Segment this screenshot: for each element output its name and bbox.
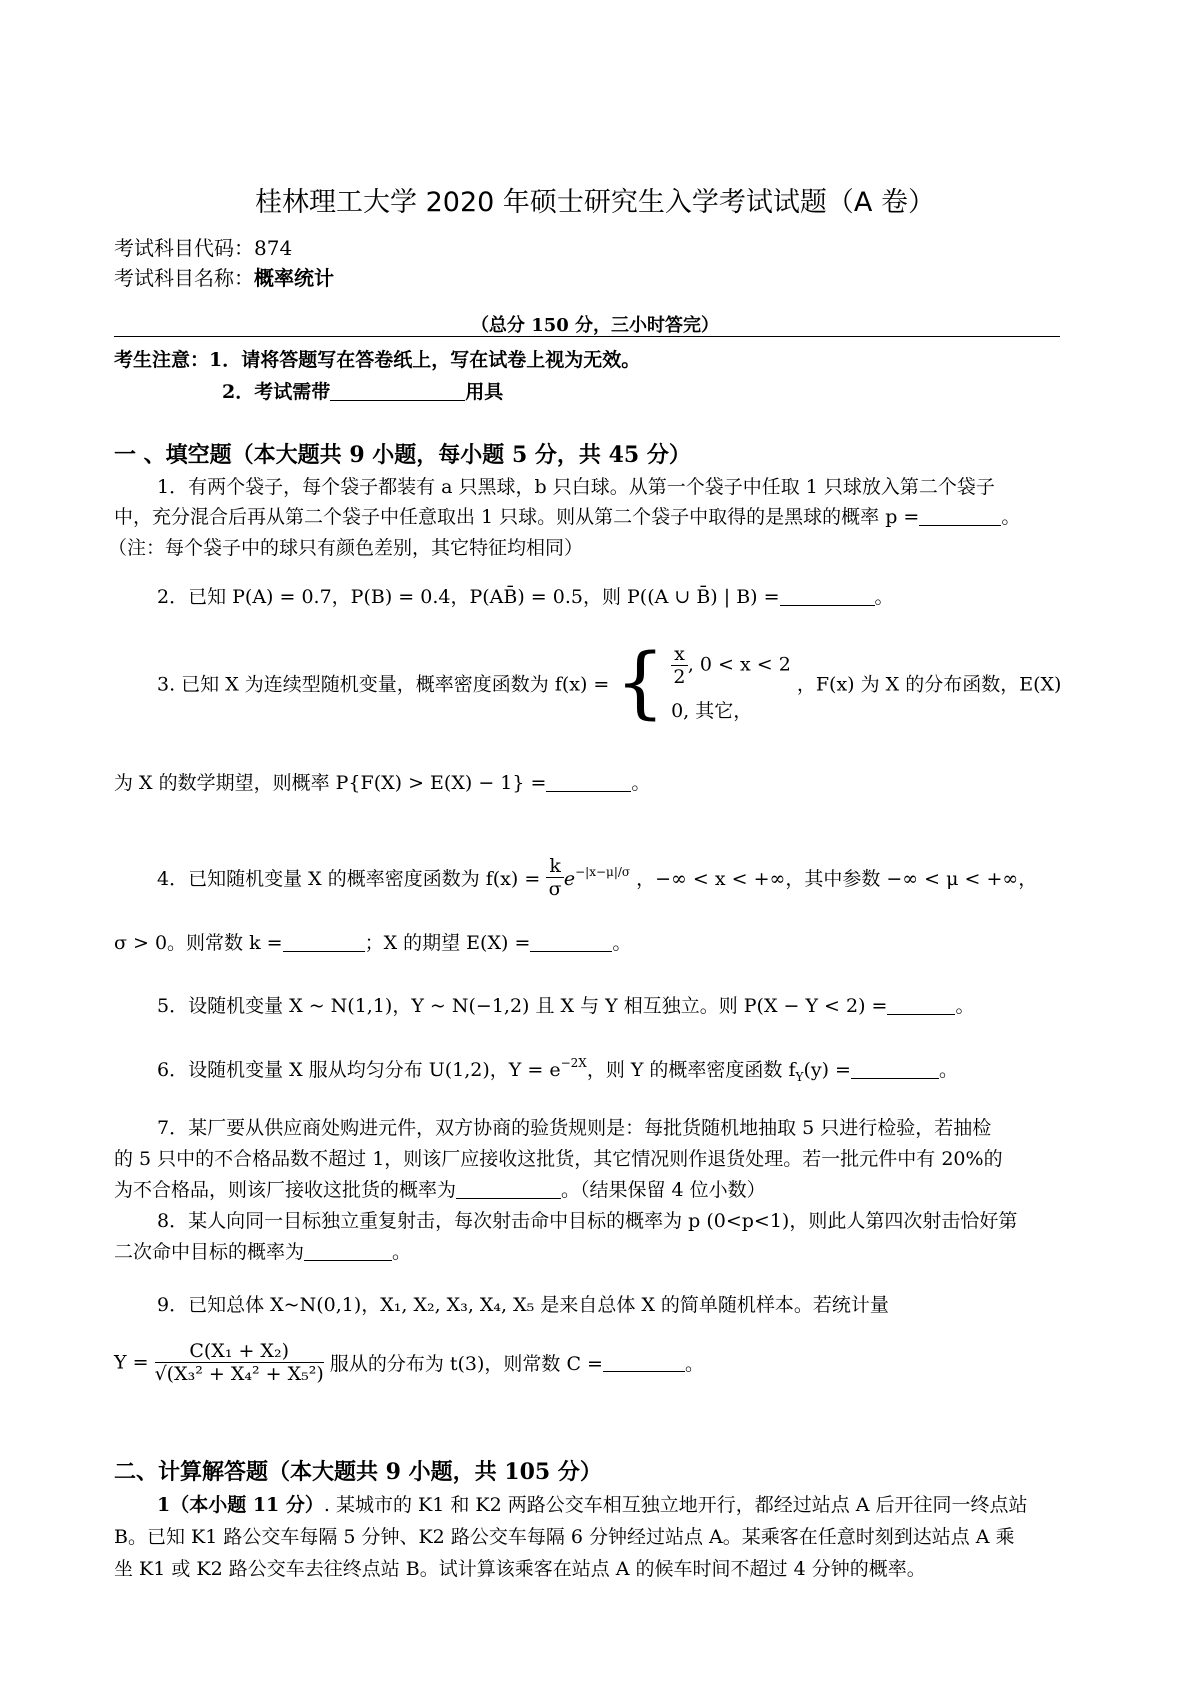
- s2-q1-line3: 坐 K1 或 K2 路公交车去往终点站 B。试计算该乘客在站点 A 的候车时间不超过 4 分钟的概率。: [114, 1558, 926, 1580]
- s2-q1-line2: B。已知 K1 路公交车每隔 5 分钟、K2 路公交车每隔 6 分钟经过站点 A。某乘客在任意时刻到达站点 A 乘: [114, 1526, 1015, 1548]
- q3-pre: 3. 已知 X 为连续型随机变量，概率密度函数为 f(x) =: [157, 673, 610, 696]
- q7-line2: 的 5 只中的不合格品数不超过 1，则该厂应接收这批货，其它情况则作退货处理。若一批元件中有 20%的: [114, 1148, 1003, 1170]
- q9-line2: Y = $\frac{\text{C(X₁ + X₂)}}{\text{√(X₃² + X₄² + X₅²)}}$ 服从的分布为 t(3)，则常数 C = 。: [114, 1340, 704, 1385]
- q6-post: ，则 Y 的概率密度函数 f: [586, 1059, 796, 1081]
- q9-answer-blank: [603, 1353, 685, 1372]
- notice-item-1: 1．请将答题写在答卷纸上，写在试卷上视为无效。: [209, 349, 641, 371]
- q7-answer-blank: [456, 1180, 561, 1199]
- q2-text: 2．已知 P(A) = 0.7，P(B) = 0.4，P(AB̄) = 0.5，则 P((A ∪ B̄) | B) =: [157, 586, 780, 608]
- subject-code-value: 874: [254, 236, 293, 260]
- notice-item-2-post: 用具: [465, 381, 504, 403]
- q3-post: ，F(x) 为 X 的分布函数，E(X): [796, 673, 1062, 696]
- q9-line1: 9．已知总体 X~N(0,1)，X₁, X₂, X₃, X₄, X₅ 是来自总体 X 的简单随机样本。若统计量: [157, 1294, 889, 1316]
- q3-cases: [671, 643, 791, 723]
- q9-post: 服从的分布为 t(3)，则常数 C =: [329, 1353, 603, 1375]
- notice-item-2-pre: 2．考试需带: [222, 381, 331, 403]
- s2-q1-line1: [157, 1490, 1028, 1517]
- q8-line1: 8．某人向同一目标独立重复射击，每次射击命中目标的概率为 p (0<p<1)，则此人第四次射击恰好第: [157, 1210, 1018, 1232]
- q4-frac: $\frac{k}{\sigma}$: [546, 855, 564, 900]
- q9-frac: $\frac{\text{C(X₁ + X₂)}}{\text{√(X₃² + X₄² + X₅²)}}$: [154, 1340, 324, 1385]
- q3-case1-frac: $\frac{x}{2}$: [671, 643, 688, 688]
- q2-answer-blank: [780, 587, 875, 606]
- section1-heading: 一 、填空题（本大题共 9 小题，每小题 5 分，共 45 分）: [114, 442, 691, 468]
- notice-line-2: [222, 377, 503, 404]
- q4-k-blank: [283, 933, 365, 952]
- notice-line-1: [114, 345, 640, 372]
- q1-answer-blank: [919, 507, 1001, 526]
- subject-name: [114, 262, 334, 291]
- q3-case2: 0, 其它，: [671, 700, 753, 722]
- q1-text: 中，充分混合后再从第二个袋子中任意取出 1 只球。则从第二个袋子中取得的是黑球的概率 p =: [114, 506, 920, 528]
- q6-answer-blank: [851, 1060, 939, 1079]
- q5: 5．设随机变量 X ~ N(1,1)，Y ~ N(−1,2) 且 X 与 Y 相互独立。则 P(X − Y < 2) = 。: [157, 995, 975, 1017]
- q3-case1-cond: , 0 < x < 2: [687, 653, 791, 676]
- q4-line2-b: ；X 的期望 E(X) =: [364, 932, 531, 954]
- q4: 4．已知随机变量 X 的概率密度函数为 f(x) = $\frac{k}{\sigma}$ $e^{-|x-\mu|/\sigma}$ ，−∞ < x < +∞，其中参数 −∞ < μ < +∞，: [157, 855, 1038, 900]
- q6-exponent: −2X: [560, 1056, 587, 1070]
- q8-answer-blank: [304, 1242, 392, 1261]
- q4-post: ，−∞ < x < +∞，其中参数 −∞ < μ < +∞，: [636, 868, 1038, 890]
- q3-line2: 为 X 的数学期望，则概率 P{F(X) > E(X) − 1} = 。: [114, 772, 651, 794]
- q1-line1: 1．有两个袋子，每个袋子都装有 a 只黑球，b 只白球。从第一个袋子中任取 1 只球放入第二个袋子: [157, 476, 995, 498]
- notice-label: 考生注意：: [114, 349, 210, 371]
- q6-subscript: Y: [795, 1070, 804, 1084]
- s2-q1-label: 1（本小题 11 分）: [157, 1494, 324, 1516]
- q7-line3-post: 。（结果保留 4 位小数）: [561, 1179, 766, 1201]
- q3-brace: {: [615, 638, 666, 728]
- subject-name-value: 概率统计: [254, 266, 334, 290]
- header-divider: [114, 336, 1060, 337]
- q7-line1: 7．某厂要从供应商处购进元件，双方协商的验货规则是：每批货随机地抽取 5 只进行检验，若抽检: [157, 1117, 992, 1139]
- subject-name-label: 考试科目名称：: [114, 266, 254, 290]
- tools-blank: [330, 382, 465, 401]
- q1-note: （注：每个袋子中的球只有颜色差别，其它特征均相同）: [108, 537, 584, 559]
- section2-heading: 二、计算解答题（本大题共 9 小题，共 105 分）: [114, 1459, 602, 1485]
- q9-Y: Y =: [114, 1351, 149, 1374]
- subject-code: [114, 232, 292, 261]
- q4-ex-blank: [530, 933, 612, 952]
- q4-exponent: −|x−μ|/σ: [575, 865, 631, 879]
- q3-answer-blank: [546, 773, 631, 792]
- q6: 6．设随机变量 X 服从均匀分布 U(1,2)，$Y = e^{-2X}$，则 Y 的概率密度函数 $f_Y(y)$ = 。: [157, 1056, 958, 1084]
- q2: 2．已知 P(A) = 0.7，P(B) = 0.4，P(AB̄) = 0.5，则 P((A ∪ B̄) | B) = 。: [157, 586, 894, 608]
- q8-line2: 二次命中目标的概率为 。: [114, 1241, 412, 1263]
- q7-line3: [114, 1175, 766, 1202]
- q4-line2: σ > 0。则常数 k = ；X 的期望 E(X) = 。: [114, 932, 632, 954]
- q3: [157, 638, 1062, 728]
- q4-pre: 4．已知随机变量 X 的概率密度函数为 f(x) =: [157, 868, 541, 890]
- q5-answer-blank: [887, 996, 955, 1015]
- total-score-line: （总分 150 分，三小时答完）: [470, 315, 720, 336]
- q3-line2-text: 为 X 的数学期望，则概率 P{F(X) > E(X) − 1} =: [114, 772, 547, 794]
- q1-line2: 中，充分混合后再从第二个袋子中任意取出 1 只球。则从第二个袋子中取得的是黑球的概率 p = 。: [114, 506, 1021, 528]
- q5-text: 5．设随机变量 X ~ N(1,1)，Y ~ N(−1,2) 且 X 与 Y 相互独立。则 P(X − Y < 2) =: [157, 995, 888, 1017]
- subject-code-label: 考试科目代码：: [114, 236, 254, 260]
- s2-q1-text: . 某城市的 K1 和 K2 两路公交车相互独立地开行，都经过站点 A 后开往同一终点站: [323, 1494, 1028, 1516]
- q8-line2-text: 二次命中目标的概率为: [114, 1241, 305, 1263]
- q6-end: (y) =: [803, 1059, 851, 1081]
- exam-title: 桂林理工大学 2020 年硕士研究生入学考试试题（A 卷）: [255, 187, 935, 218]
- q7-line3-pre: 为不合格品，则该厂接收这批货的概率为: [114, 1179, 457, 1201]
- q6-pre: 6．设随机变量 X 服从均匀分布 U(1,2)，Y = e: [157, 1059, 561, 1081]
- q4-line2-a: σ > 0。则常数 k =: [114, 932, 283, 954]
